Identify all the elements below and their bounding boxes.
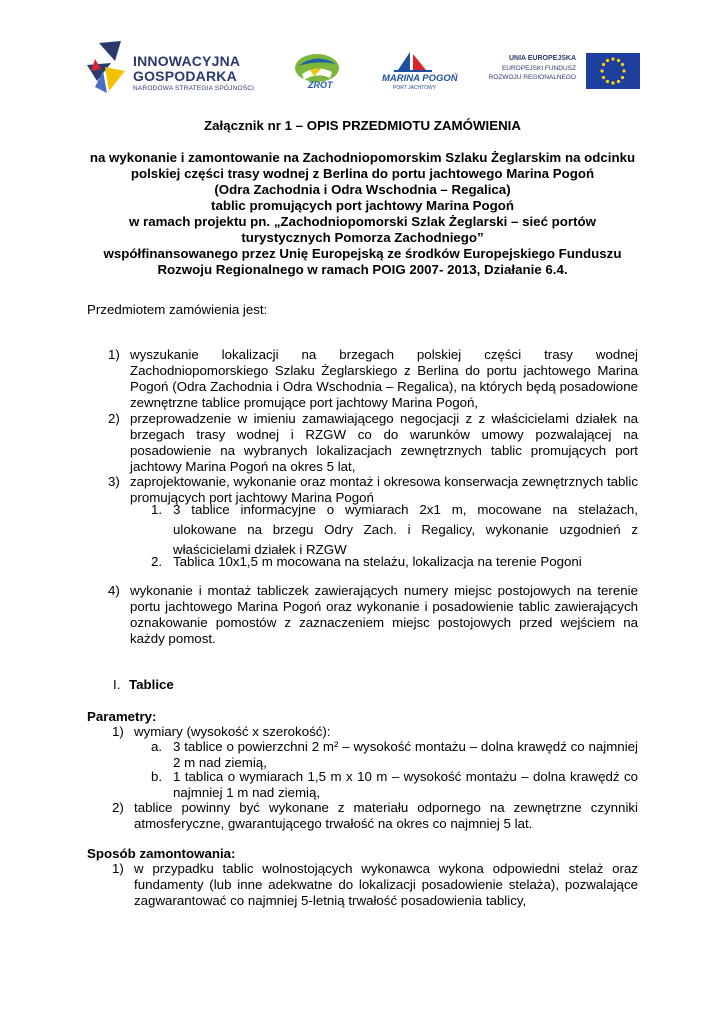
sposob-number: 1) [112, 861, 124, 876]
subtitle-line: polskiej części trasy wodnej z Berlina do portu jachtowego Marina Pogoń [130, 166, 595, 181]
innowacyjna-line3: NARODOWA STRATEGIA SPÓJNOŚCI [133, 85, 255, 92]
list-item [108, 411, 638, 475]
list-item-number: 4) [108, 583, 120, 598]
sub-list-item [151, 552, 638, 572]
list-item [108, 583, 638, 647]
intro-text: Przedmiotem zamówienia jest: [87, 302, 268, 317]
sailboat-icon [380, 50, 450, 74]
sposob-text: w przypadku tablic wolnostojących wykonawca wykona odpowiedni stelaż oraz fundamenty (lub inne adekwatne do lokalizacji posadowienie stelaża), pozwalające zagwarantować co najmniej 5-letnią trwałość posadowienia tablicy, [134, 861, 638, 908]
sposob-item [112, 861, 638, 909]
list-item-text: wykonanie i montaż tabliczek zawierających numery miejsc postojowych na terenie portu jachtowego Marina Pogoń oraz wykonanie i posadowienie tablic zawierających oznakowanie pomostów z zaznaczeniem miejsc postojowych przed wejściem na każdy pomost. [130, 583, 638, 646]
subtitle-line: współfinansowanego przez Unię Europejską ze środków Europejskiego Funduszu [103, 246, 622, 261]
marina-line2: PORT JACHTOWY [393, 85, 437, 91]
zrot-logo [292, 50, 342, 92]
subtitle-line: Rozwoju Regionalnego w ramach POIG 2007- 2013, Działanie 6.4. [157, 262, 568, 277]
document-subtitle [85, 150, 640, 278]
list-item-number: 2) [108, 411, 120, 426]
param-sub-number: b. [151, 769, 163, 784]
subtitle-line: turystycznych Pomorza Zachodniego” [241, 230, 484, 245]
sub-list-item [151, 500, 638, 560]
param-item [112, 800, 638, 832]
sposob-heading: Sposób zamontowania: [87, 846, 236, 861]
subtitle-line: w ramach projektu pn. „Zachodniopomorski Szlak Żeglarski – sieć portów [129, 214, 596, 229]
param-number: 2) [112, 800, 124, 815]
list-item-text: przeprowadzenie w imieniu zamawiającego negocjacji z z właścicielami działek na brzegach trasy wodnej i RZGW co do warunków umowy pozwalającej na posadowienie na wybranych lokalizacjach zewnętrznych tablic promujących port jachtowy Marina Pogoń na okres 5 lat, [130, 411, 638, 474]
logo-bar [0, 0, 725, 110]
parametry-heading: Parametry: [87, 709, 157, 724]
list-item [108, 347, 638, 411]
param-item [112, 724, 634, 740]
param-number: 1) [112, 724, 124, 739]
param-sub-item [151, 739, 638, 771]
sub-item-text: 3 tablice informacyjne o wymiarach 2x1 m, mocowane na stelażach, ulokowane na brzegu Odry Zach. i Regalicy, wykonanie uzgodnień z właścicielami działek i RZGW [173, 502, 638, 557]
innowacyjna-gospodarka-logo [85, 41, 260, 97]
param-sub-text: 3 tablice o powierzchni 2 m² – wysokość montażu – dolna krawędź co najmniej 2 m nad ziemią, [173, 739, 638, 770]
sub-item-text: Tablica 10x1,5 m mocowana na stelażu, lokalizacja na terenie Pogoni [173, 554, 582, 569]
section-number: I. [113, 677, 121, 692]
zrot-text: ZROT [308, 80, 333, 90]
innowacyjna-star-icon [85, 41, 129, 95]
unia-europejska-logo [485, 53, 640, 89]
innowacyjna-line1: INNOWACYJNA [133, 53, 241, 69]
document-title: Załącznik nr 1 – OPIS PRZEDMIOTU ZAMÓWIENIA [204, 118, 521, 133]
subtitle-line: na wykonanie i zamontowanie na Zachodniopomorskim Szlaku Żeglarskim na odcinku [89, 150, 636, 165]
sub-item-number: 1. [151, 502, 163, 517]
param-text: wymiary (wysokość x szerokość): [134, 724, 331, 739]
ue-line2: EUROPEJSKI FUNDUSZ [501, 65, 576, 72]
param-sub-text: 1 tablica o wymiarach 1,5 m x 10 m – wysokość montażu – dolna krawędź co najmniej 1 m nad ziemią, [173, 769, 638, 800]
subtitle-line: tablic promujących port jachtowy Marina Pogoń [211, 198, 514, 213]
param-sub-number: a. [151, 739, 163, 754]
eu-flag-icon [586, 53, 640, 89]
zrot-emblem-icon [292, 50, 342, 84]
param-text: tablice powinny być wykonane z materiału odpornego na zewnętrzne czynniki atmosferyczne, gwarantującego trwałość na okres co najmniej 5 lat. [134, 800, 638, 831]
section-heading-tablice: Tablice [129, 677, 174, 692]
ue-line3: ROZWOJU REGIONALNEGO [488, 74, 576, 81]
list-item-text: wyszukanie lokalizacji na brzegach polskiej części trasy wodnej Zachodniopomorskiego Szlaku Żeglarskiego z Berlina do portu jachtowego Marina Pogoń (Odra Zachodnia i Odra Wschodnia – Regalica), na których będą posadowione zewnętrzne tablice promujące port jachtowy Marina Pogoń, [130, 347, 638, 410]
list-item-text: zaprojektowanie, wykonanie oraz montaż i okresowa konserwacja zewnętrznych tablic promujących port jachtowy Marina Pogoń [130, 474, 638, 505]
param-sub-item [151, 769, 638, 801]
marina-pogon-logo [380, 50, 458, 92]
list-item-number: 3) [108, 474, 120, 489]
sub-item-number: 2. [151, 554, 163, 569]
ue-line1: UNIA EUROPEJSKA [508, 55, 576, 62]
marina-line1: MARINA POGOŃ [382, 73, 458, 84]
subtitle-line: (Odra Zachodnia i Odra Wschodnia – Regalica) [214, 182, 511, 197]
list-item-number: 1) [108, 347, 120, 362]
innowacyjna-line2: GOSPODARKA [133, 68, 237, 84]
